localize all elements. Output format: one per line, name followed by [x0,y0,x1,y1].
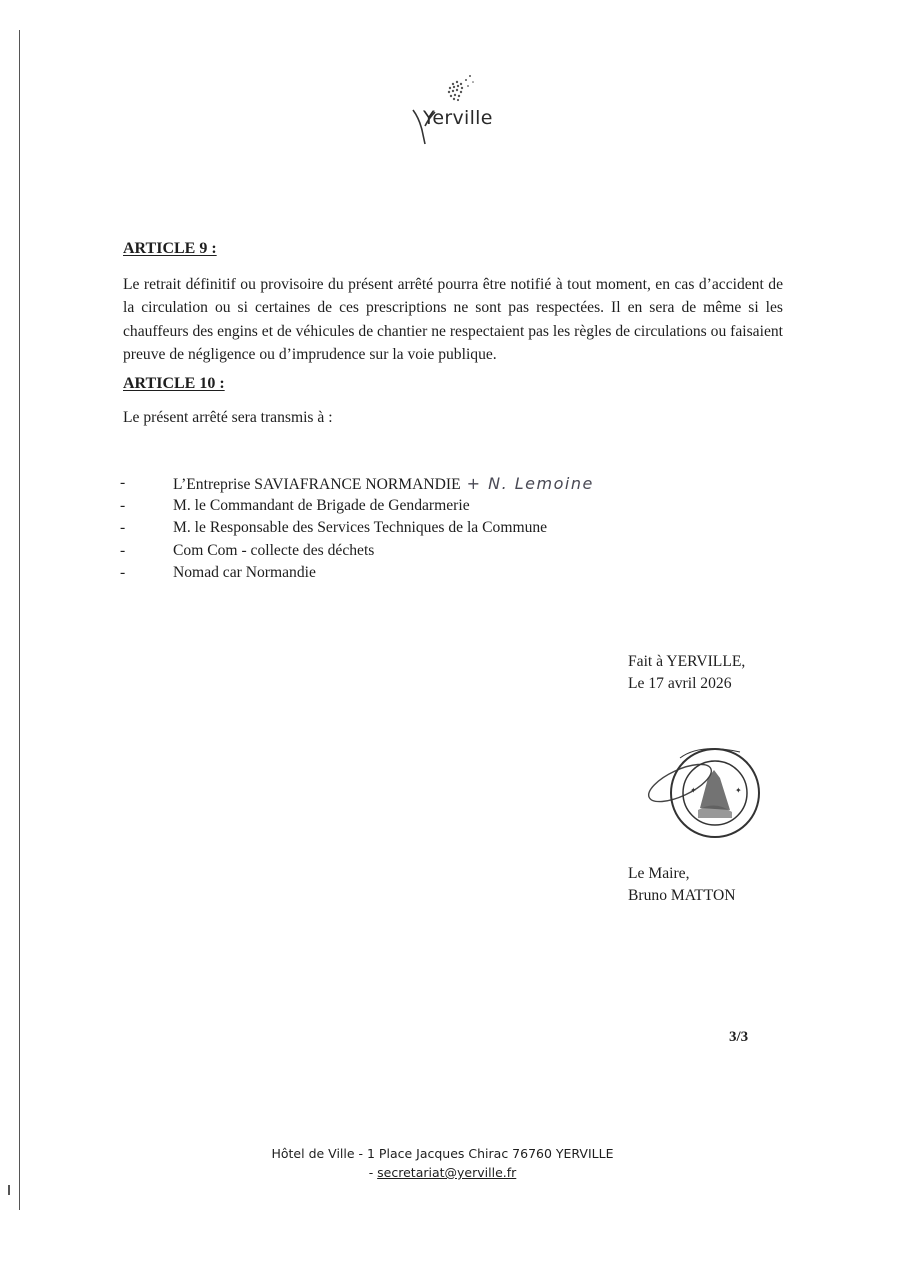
article-9-line: de même si les chauffeurs des engins et de véhicules de chantier ne respectaient pas les règles [123,299,783,340]
place-line: Fait à YERVILLE, [628,653,746,670]
place-date-block [628,651,745,695]
article-9-line: d’accident de la circulation ou si certaines de ces prescriptions ne sont pas respectées. Il en sera [123,276,783,317]
signatory-role: Le Maire, [628,865,690,882]
list-dash: - [120,474,126,491]
footer-email-prefix: - [368,1165,378,1180]
date-line: Le 17 avril 2026 [628,675,732,692]
article-10-intro: Le présent arrêté sera transmis à : [123,409,333,426]
recipient-name: Nomad car Normandie [173,564,316,581]
scan-edge-line [8,1185,10,1195]
list-dash: - [120,564,126,581]
footer-email-line [0,1163,885,1182]
recipient-text [173,474,594,494]
article-10-title: ARTICLE 10 : [123,375,225,392]
stamp-text [0,0,1,1]
yerville-logo [395,70,515,150]
recipient-name: M. le Commandant de Brigade de Gendarmerie [173,496,470,514]
list-dash: - [120,541,126,559]
svg-text:✦: ✦ [735,786,742,795]
article-9-title: ARTICLE 9 : [123,240,217,257]
article-9-text [123,273,783,366]
page-number: 3/3 [729,1029,749,1045]
recipient-name: Com Com - collecte des déchets [173,541,375,559]
logo-text: Yerville [423,107,493,129]
article-9-line: de circulations ou faisaient preuve de négligence ou d’imprudence sur la voie publique. [123,322,783,363]
article-9-line: Le retrait définitif ou provisoire du présent arrêté pourra être notifié à tout moment, en cas [123,276,695,293]
footer-address: Hôtel de Ville - 1 Place Jacques Chirac 76760 YERVILLE [271,1146,614,1161]
footer-email-link[interactable]: secretariat@yerville.fr [377,1165,517,1180]
list-dash: - [120,496,126,514]
recipient-name: L’Entreprise SAVIAFRANCE NORMANDIE [173,476,461,493]
mairie-stamp-icon [640,738,765,856]
list-dash: - [120,519,126,536]
scan-edge-line [19,30,20,1210]
signatory-block [628,863,736,907]
recipient-name: M. le Responsable des Services Techniques de la Commune [173,519,548,536]
handwritten-annotation: + N. Lemoine [466,474,594,493]
svg-text:✦: ✦ [690,786,697,795]
signatory-name: Bruno MATTON [628,887,736,904]
footer [0,1144,885,1182]
